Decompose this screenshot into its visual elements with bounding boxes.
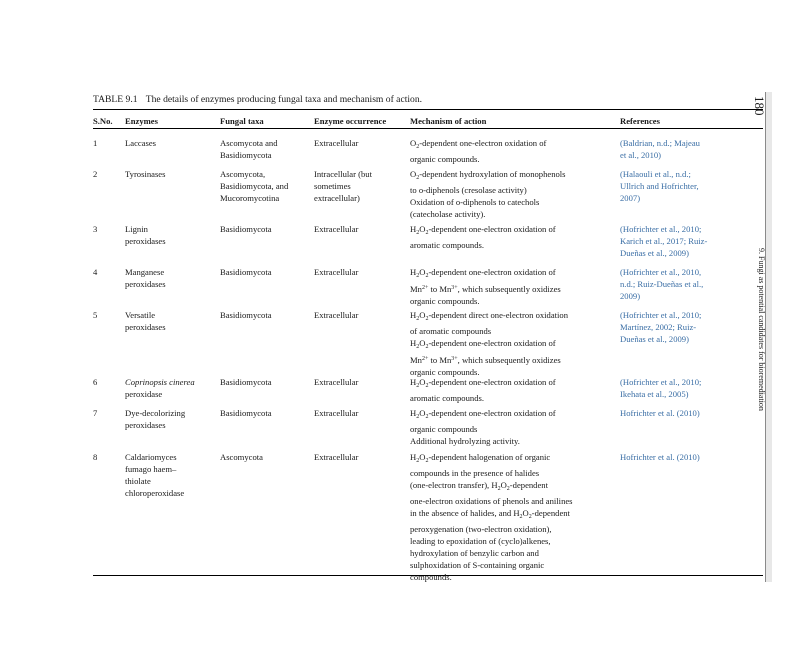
cell-references-line: (Halaouli et al., n.d.; (620, 169, 691, 179)
header-sno: S.No. (93, 116, 113, 126)
cell-mechanism-line: peroxygenation (two-electron oxidation), (410, 524, 552, 534)
cell-enzyme-line: Tyrosinases (125, 169, 166, 179)
cell-references-line: Karich et al., 2017; Ruiz- (620, 236, 708, 246)
cell-mechanism-line: compounds. (410, 572, 452, 582)
cell-sno (93, 376, 121, 388)
page-number: 180 (752, 96, 767, 116)
cell-enzyme-line: chloroperoxidase (125, 488, 185, 498)
cell-fungal-taxa-line: Basidiomycota (220, 310, 272, 320)
cell-fungal-taxa-line: Basidiomycota (220, 408, 272, 418)
cell-occurrence-line: Extracellular (314, 452, 359, 462)
cell-sno-line: 5 (93, 310, 98, 320)
cell-mechanism-line: organic compounds (410, 424, 478, 434)
cell-enzyme-line: peroxidases (125, 420, 166, 430)
cell-fungal-taxa-line: Basidiomycota (220, 267, 272, 277)
cell-mechanism-line: $H_2O_2$-dependent halogenation of organic (410, 452, 551, 464)
cell-mechanism (410, 137, 615, 165)
cell-mechanism-line: $H_2O_2$-dependent one-electron oxidation of (410, 377, 556, 389)
cell-references-line: Hofrichter et al. (2010) (620, 452, 700, 462)
cell-mechanism-line: Oxidation of o-diphenols to catechols (410, 197, 540, 207)
cell-references (620, 451, 760, 463)
cell-occurrence (314, 168, 406, 204)
cell-mechanism-line: in the absence of halides, and $H_2O_2$-dependent (410, 508, 570, 520)
cell-mechanism-line: $H_2O_2$-dependent one-electron oxidation of (410, 338, 556, 350)
table-caption-number: TABLE 9.1 (93, 94, 138, 105)
cell-sno (93, 168, 121, 180)
cell-sno-line: 2 (93, 169, 98, 179)
cell-fungal-taxa-line: Basidiomycota, and (220, 181, 289, 191)
cell-enzyme-line: peroxidases (125, 322, 166, 332)
cell-mechanism-line: hydroxylation of benzylic carbon and (410, 548, 539, 558)
cell-fungal-taxa-line: Ascomycota and (220, 138, 278, 148)
cell-occurrence-line: sometimes (314, 181, 351, 191)
cell-mechanism (410, 309, 615, 378)
cell-occurrence-line: Extracellular (314, 138, 359, 148)
cell-mechanism-line: $Mn^{2+}$ to $Mn^{3+}$, which subsequently oxidizes (410, 284, 561, 294)
page-edge-shade (766, 92, 772, 582)
cell-mechanism-line: Additional hydrolyzing activity. (410, 436, 520, 446)
cell-occurrence-line: extracellular) (314, 193, 360, 203)
cell-mechanism-line: (catecholase activity). (410, 209, 486, 219)
cell-references-line: Dueñas et al., 2009) (620, 334, 689, 344)
cell-enzyme-line: fumago haem– (125, 464, 177, 474)
cell-occurrence-line: Extracellular (314, 408, 359, 418)
cell-enzyme-line: Manganese (125, 267, 165, 277)
cell-references-line: (Baldrian, n.d.; Majeau (620, 138, 700, 148)
header-enzymes: Enzymes (125, 116, 158, 126)
cell-fungal-taxa (220, 376, 312, 388)
cell-sno-line: 1 (93, 138, 98, 148)
header-enzyme-occurrence: Enzyme occurrence (314, 116, 387, 126)
cell-mechanism (410, 451, 615, 583)
cell-fungal-taxa-line: Ascomycota (220, 452, 263, 462)
cell-fungal-taxa (220, 168, 312, 204)
cell-sno (93, 137, 121, 149)
cell-mechanism (410, 266, 615, 307)
table-caption-text: The details of enzymes producing fungal taxa and mechanism of action. (145, 94, 423, 105)
cell-references-line: Hofrichter et al. (2010) (620, 408, 700, 418)
cell-sno (93, 451, 121, 463)
cell-mechanism-line: (one-electron transfer), $H_2O_2$-dependent (410, 480, 548, 492)
cell-mechanism-line: $H_2O_2$-dependent one-electron oxidation of (410, 224, 556, 236)
cell-sno (93, 266, 121, 278)
cell-enzyme-line: Laccases (125, 138, 157, 148)
cell-occurrence-line: Extracellular (314, 310, 359, 320)
cell-enzyme (125, 223, 217, 247)
cell-fungal-taxa (220, 309, 312, 321)
cell-references-line: 2009) (620, 291, 641, 301)
header-mechanism: Mechanism of action (410, 116, 487, 126)
cell-occurrence (314, 223, 406, 235)
cell-references (620, 407, 760, 419)
cell-fungal-taxa-line: Basidiomycota (220, 377, 272, 387)
cell-occurrence-line: Extracellular (314, 224, 359, 234)
cell-enzyme-line: peroxidase (125, 389, 163, 399)
cell-references (620, 376, 760, 400)
cell-mechanism-line: aromatic compounds. (410, 393, 484, 403)
cell-fungal-taxa-line: Ascomycota, (220, 169, 266, 179)
cell-enzyme-line: peroxidases (125, 236, 166, 246)
header-fungal-taxa: Fungal taxa (220, 116, 264, 126)
cell-occurrence (314, 407, 406, 419)
cell-references-line: Ullrich and Hofrichter, (620, 181, 699, 191)
cell-enzyme-line: Dye-decolorizing (125, 408, 186, 418)
cell-occurrence-line: Extracellular (314, 267, 359, 277)
cell-mechanism-line: to o-diphenols (cresolase activity) (410, 185, 527, 195)
cell-enzyme (125, 309, 217, 333)
cell-enzyme (125, 376, 217, 400)
cell-mechanism-line: organic compounds. (410, 154, 480, 164)
cell-sno-line: 7 (93, 408, 98, 418)
cell-fungal-taxa-line: Basidiomycota (220, 224, 272, 234)
cell-references (620, 223, 760, 259)
cell-references-line: Dueñas et al., 2009) (620, 248, 689, 258)
cell-mechanism-line: $O_2$-dependent one-electron oxidation of (410, 138, 547, 150)
cell-sno-line: 8 (93, 452, 98, 462)
cell-mechanism-line: organic compounds. (410, 296, 480, 306)
cell-enzyme (125, 407, 217, 431)
cell-mechanism-line: aromatic compounds. (410, 240, 484, 250)
cell-occurrence (314, 376, 406, 388)
cell-enzyme-line: Lignin (125, 224, 148, 234)
cell-references (620, 309, 760, 345)
cell-occurrence-line: Intracellular (but (314, 169, 372, 179)
cell-enzyme-line: peroxidases (125, 279, 166, 289)
cell-mechanism-line: $H_2O_2$-dependent direct one-electron oxidation (410, 310, 569, 322)
cell-references-line: (Hofrichter et al., 2010; (620, 310, 702, 320)
cell-occurrence (314, 309, 406, 321)
cell-mechanism-line: $H_2O_2$-dependent one-electron oxidation of (410, 408, 556, 420)
cell-mechanism (410, 223, 615, 251)
cell-fungal-taxa (220, 266, 312, 278)
cell-references-line: (Hofrichter et al., 2010, (620, 267, 702, 277)
cell-occurrence (314, 266, 406, 278)
cell-mechanism (410, 376, 615, 404)
cell-sno (93, 309, 121, 321)
cell-fungal-taxa-line: Mucoromycotina (220, 193, 280, 203)
cell-enzyme (125, 266, 217, 290)
cell-references-line: (Hofrichter et al., 2010; (620, 224, 702, 234)
cell-enzyme (125, 168, 217, 180)
cell-enzyme (125, 137, 217, 149)
cell-mechanism (410, 407, 615, 447)
cell-enzyme-line: Coprinopsis cinerea (125, 377, 195, 387)
table-top-rule (93, 109, 763, 110)
cell-references (620, 137, 760, 161)
cell-enzyme-line: Caldariomyces (125, 452, 177, 462)
cell-sno (93, 407, 121, 419)
cell-occurrence (314, 451, 406, 463)
cell-sno-line: 6 (93, 377, 98, 387)
cell-fungal-taxa-line: Basidiomycota (220, 150, 272, 160)
cell-references (620, 266, 760, 302)
header-references: References (620, 116, 660, 126)
cell-references-line: Ikehata et al., 2005) (620, 389, 689, 399)
running-head: 9. Fungi as potential candidates for bioremediation (757, 248, 766, 411)
cell-mechanism (410, 168, 615, 220)
cell-fungal-taxa (220, 223, 312, 235)
cell-mechanism-line: one-electron oxidations of phenols and anilines (410, 496, 573, 506)
cell-sno (93, 223, 121, 235)
cell-references (620, 168, 760, 204)
cell-occurrence-line: Extracellular (314, 377, 359, 387)
cell-references-line: n.d.; Ruiz-Dueñas et al., (620, 279, 704, 289)
cell-references-line: et al., 2010) (620, 150, 662, 160)
cell-mechanism-line: of aromatic compounds (410, 326, 492, 336)
cell-fungal-taxa (220, 451, 312, 463)
cell-enzyme-line: thiolate (125, 476, 151, 486)
cell-sno-line: 4 (93, 267, 98, 277)
cell-mechanism-line: compounds in the presence of halides (410, 468, 540, 478)
cell-fungal-taxa (220, 137, 312, 161)
cell-fungal-taxa (220, 407, 312, 419)
cell-references-line: Martínez, 2002; Ruiz- (620, 322, 697, 332)
cell-mechanism-line: $Mn^{2+}$ to $Mn^{3+}$, which subsequently oxidizes (410, 355, 561, 365)
cell-mechanism-line: organic compounds. (410, 367, 480, 377)
cell-enzyme-line: Versatile (125, 310, 156, 320)
cell-mechanism-line: sulphoxidation of S-containing organic (410, 560, 545, 570)
cell-sno-line: 3 (93, 224, 98, 234)
cell-mechanism-line: $O_2$-dependent hydroxylation of monophenols (410, 169, 566, 181)
cell-references-line: 2007) (620, 193, 641, 203)
cell-occurrence (314, 137, 406, 149)
cell-mechanism-line: $H_2O_2$-dependent one-electron oxidation of (410, 267, 556, 279)
table-caption (93, 94, 422, 105)
table-header-rule (93, 128, 763, 129)
cell-enzyme (125, 451, 217, 499)
cell-references-line: (Hofrichter et al., 2010; (620, 377, 702, 387)
cell-mechanism-line: leading to epoxidation of (cyclo)alkenes, (410, 536, 551, 546)
